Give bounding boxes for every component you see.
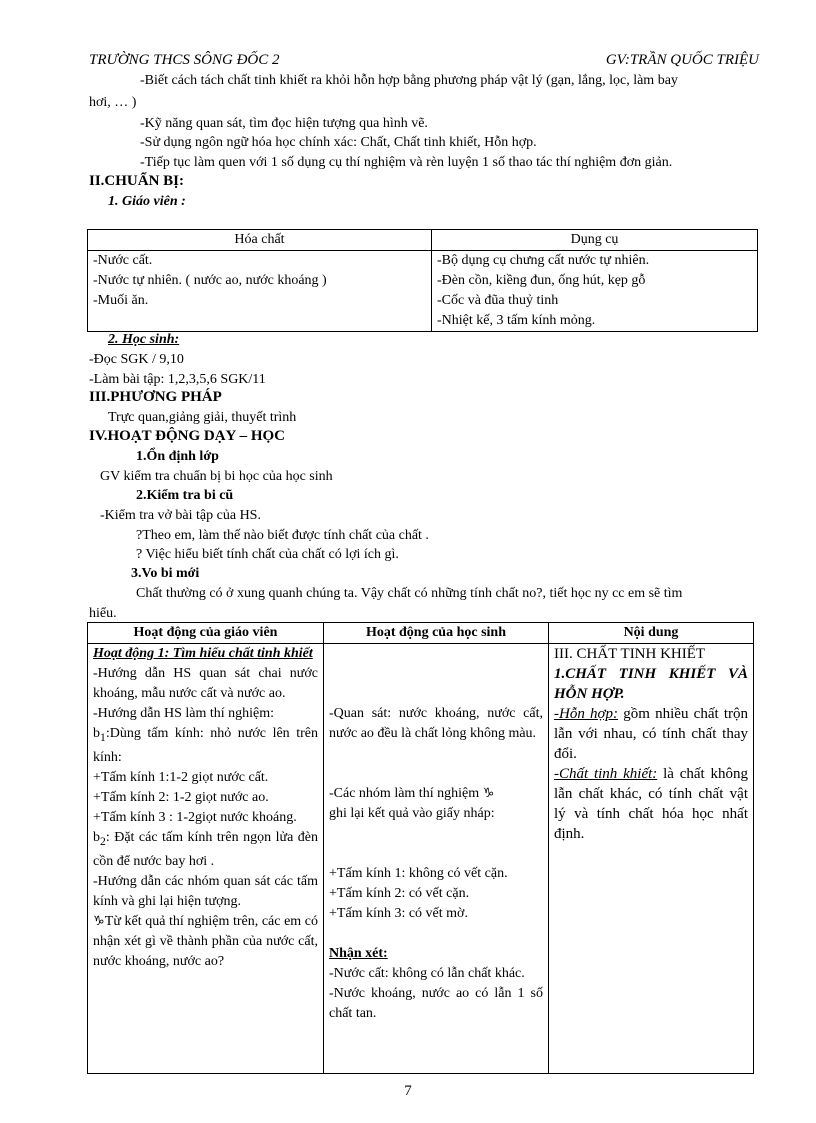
subsection-title: 1.Ổn định lớp xyxy=(136,449,219,464)
activity-line: +Tấm kính 3 : 1-2giọt nước khoáng. xyxy=(93,809,297,825)
objective-line: hơi, … ) xyxy=(89,95,137,110)
tools-cell xyxy=(432,251,758,332)
activity-line: +Tấm kính 1: không có vết cặn. xyxy=(329,866,508,881)
arrow-symbol-icon: ♑ xyxy=(482,786,495,801)
activity-line: -Hướng dẫn các nhóm quan sát các tấm kính và ghi lại hiện tượng. xyxy=(93,873,318,909)
question: ? Việc hiểu biết tính chất của chất có lợi ích gì. xyxy=(136,547,399,562)
list-item: -Cốc và đũa thuỷ tinh xyxy=(437,293,559,308)
list-item: -Đèn cồn, kiềng đun, ống hút, kẹp gỗ xyxy=(437,273,646,288)
section-title: IV.HOẠT ĐỘNG DẠY – HỌC xyxy=(89,428,285,444)
activity-line: -Hướng dẫn HS làm thí nghiệm: xyxy=(93,706,275,721)
objective-line: -Sử dụng ngôn ngữ hóa học chính xác: Chất, Chất tinh khiết, Hỗn hợp. xyxy=(140,135,537,150)
page-header xyxy=(89,51,759,70)
list-item: -Nhiệt kế, 3 tấm kính mỏng. xyxy=(437,313,596,328)
content-heading: III. CHẤT TINH KHIẾT xyxy=(554,646,706,662)
objective-line: -Tiếp tục làm quen với 1 số dụng cụ thí nghiệm và rèn luyện 1 số thao tác thí nghiệm đơn giản. xyxy=(140,155,673,170)
content-heading: 1.CHẤT TINH KHIẾT VÀ HỖN HỢP. xyxy=(554,666,748,702)
activity-line: -Quan sát: nước khoáng, nước cất, nước ao đều là chất lỏng không màu. xyxy=(329,706,543,741)
column-header: Hoạt động của giáo viên xyxy=(88,623,324,644)
materials-table xyxy=(87,229,758,332)
definition: -Chất tinh khiết: là chất không lẫn chất khác, có tính chất vật lý và tính chất hóa học nhất định. xyxy=(554,766,748,842)
question: ?Theo em, làm thế nào biết được tính chất của chất . xyxy=(136,528,429,543)
list-item: -Làm bài tập: 1,2,3,5,6 SGK/11 xyxy=(89,372,266,387)
subsection-title: 1. Giáo viên : xyxy=(108,194,186,209)
activity-line: -Nước cất: không có lẫn chất khác. xyxy=(329,966,525,981)
remark-label: Nhận xét: xyxy=(329,946,388,961)
activity-line: +Tấm kính 1:1-2 giọt nước cất. xyxy=(93,769,269,785)
list-item: -Nước cất. xyxy=(93,253,153,268)
list-item: -Muối ăn. xyxy=(93,293,149,308)
objective-line: -Kỹ năng quan sát, tìm đọc hiện tượng qua hình vẽ. xyxy=(140,116,428,131)
arrow-symbol-icon: ♑ xyxy=(93,913,105,929)
teacher-activity-cell xyxy=(88,644,324,1074)
activity-line: $b_2$: Đặt các tấm kính trên ngọn lửa đèn cồn để nước bay hơi . xyxy=(93,829,318,869)
subsection-title: 2. Học sinh: xyxy=(108,332,180,347)
column-header: Dụng cụ xyxy=(432,230,758,251)
page-number: 7 xyxy=(404,1083,412,1099)
teacher-name: GV:TRẦN QUỐC TRIỆU xyxy=(605,52,759,68)
list-item: -Nước tự nhiên. ( nước ao, nước khoáng ) xyxy=(93,273,327,288)
activity-line: -Các nhóm làm thí nghiệm ♑ xyxy=(329,786,495,801)
activity-line: +Tấm kính 2: có vết cặn. xyxy=(329,886,470,901)
paragraph: GV kiểm tra chuẩn bị bi học của học sinh xyxy=(100,469,333,484)
paragraph: Chất thường có ở xung quanh chúng ta. Vậy chất có những tính chất no?, tiết học ny cc em sẽ tìm xyxy=(136,586,683,601)
objective-line: -Biết cách tách chất tinh khiết ra khỏi hỗn hợp bằng phương pháp vật lý (gạn, lắng, lọc, làm bay xyxy=(140,73,678,88)
activity-title: Hoạt động 1: Tìm hiểu chất tinh khiết xyxy=(93,646,313,661)
school-name: TRƯỜNG THCS SÔNG ĐỐC 2 xyxy=(89,52,280,68)
section-title: II.CHUẨN BỊ: xyxy=(89,173,185,189)
section-title: III.PHƯƠNG PHÁP xyxy=(89,389,222,405)
subsection-title: 3.Vo bi mới xyxy=(131,566,200,581)
column-header: Hoạt động của học sinh xyxy=(324,623,549,644)
activity-line: ghi lại kết quả vào giấy nháp: xyxy=(329,806,495,821)
activity-line: $b_1:Dùng$ tấm kính: nhỏ nước lên trên kính: xyxy=(93,726,318,765)
activity-line: +Tấm kính 3: có vết mờ. xyxy=(329,906,468,921)
paragraph: -Kiểm tra vở bài tập của HS. xyxy=(100,508,261,523)
activity-line: ♑Từ kết quả thí nghiệm trên, các em có nhận xét gì về thành phần của nước cất, nước khoáng, nước ao? xyxy=(93,913,318,969)
definition: -Hỗn hợp: gồm nhiều chất trộn lẫn với nhau, có tính chất thay đổi. xyxy=(554,706,749,762)
column-header: Nội dung xyxy=(549,623,754,644)
list-item: -Bộ dụng cụ chưng cất nước tự nhiên. xyxy=(437,253,650,268)
activity-line: -Hướng dẫn HS quan sát chai nước khoáng, mẫu nước cất và nước ao. xyxy=(93,666,318,701)
subsection-title: 2.Kiểm tra bi cũ xyxy=(136,488,234,503)
content-cell xyxy=(549,644,754,1074)
chemicals-cell xyxy=(88,251,432,332)
activity-table xyxy=(87,622,754,1074)
column-header: Hóa chất xyxy=(88,230,432,251)
method-text: Trực quan,giảng giải, thuyết trình xyxy=(108,410,297,425)
student-activity-cell xyxy=(324,644,549,1074)
activity-line: +Tấm kính 2: 1-2 giọt nước ao. xyxy=(93,789,269,805)
paragraph: hiểu. xyxy=(89,606,117,621)
activity-line: -Nước khoáng, nước ao có lẫn 1 số chất tan. xyxy=(329,986,543,1021)
list-item: -Đọc SGK / 9,10 xyxy=(89,352,184,367)
